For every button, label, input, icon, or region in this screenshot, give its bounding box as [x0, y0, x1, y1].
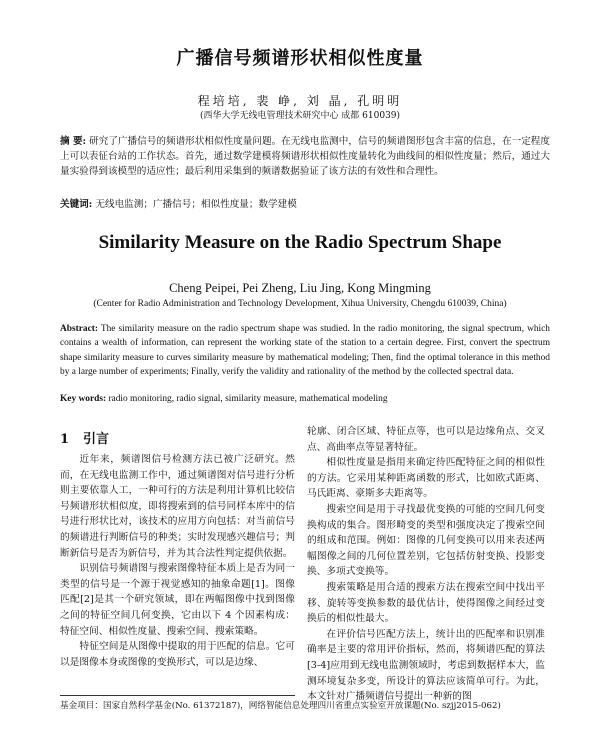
chinese-abstract-label: 摘 要: — [60, 136, 87, 147]
right-paragraph-2: 相似性度量是指用来确定待匹配特征之间的相似性的方法。它采用某种距离函数的形式，比如欧式距离、马氏距离、豪斯多夫距离等。 — [307, 457, 545, 500]
left-paragraph-2: 识别信号频谱图与搜索图像特征本质上是否为同一类型的信号是一个源于视觉感知的抽象命题[1]。图像匹配[2]是其一个研究领域，即在两幅图像中找到图像之间的特征空间几何变换，它由以下 4 个因素构成：特征空间、相似性度量、搜索空间、搜索策略。 — [60, 563, 295, 637]
english-affiliation: (Center for Radio Administration and Technology Development, Xihua University, Chengdu 610039, China) — [93, 299, 507, 309]
section-title: 引言 — [83, 432, 110, 447]
right-column — [307, 424, 545, 705]
chinese-abstract — [60, 134, 550, 179]
right-paragraph-3: 搜索空间是用于寻找最优变换的可能的空间几何变换构成的集合。图形畸变的类型和强度决定了搜索空间的组成和范围。例如：图像的几何变换可以用来表述两幅图像之间的几何位置差别，它包括仿射变换、投影变换、多项式变换等。 — [307, 503, 545, 578]
english-keywords — [60, 392, 550, 406]
left-paragraph-1: 近年来，频谱图信号检测方法已被广泛研究。然而，在无线电监测工作中，通过频谱图对信号进行分析则主要依靠人工，一种可行的方法是利用计算机比较信号频谱形状相似度，即将搜索到的信号同样本库中的信号进行形状比对，该技术的应用方向包括：对当前信号的频谱进行判断信号的种类；实时发现感兴趣信号；判断新信号是否为新信号，并为其合法性判定提供依据。 — [60, 454, 295, 559]
english-abstract — [60, 322, 550, 380]
english-abstract-text: The similarity measure on the radio spectrum shape was studied. In the radio monitoring, the signal spectrum, which contains a wealth of information, can represent the working state of the station to a certain degree. First, convert the spectrum shape similarity measure to curves similarity measure by mathematical modeling; Then, find the optimal tolerance in this method by a large number of experiments; Finally, verify the validity and rationality of the method by the collected spectral data. — [60, 324, 550, 378]
chinese-title: 广播信号频谱形状相似性度量 — [176, 48, 424, 69]
footnote-divider — [60, 695, 295, 696]
right-paragraph-1: 轮廓、闭合区域、特征点等，也可以是边缘角点、交叉点、高曲率点等显著特征。 — [307, 426, 545, 453]
english-title: Similarity Measure on the Radio Spectrum Shape — [98, 232, 502, 253]
section-heading — [60, 428, 123, 447]
english-keywords-label: Key words: — [60, 394, 107, 404]
chinese-keywords — [60, 198, 550, 212]
funding-footnote: 基金项目：国家自然科学基金(No. 61372187)，网络智能信息处理四川省重点实验室开放课题(No. szjj2015-062) — [60, 701, 501, 711]
section-number: 1 — [60, 432, 70, 447]
right-paragraph-4: 搜索策略是用合适的搜索方法在搜索空间中找出平移、旋转等变换参数的最优估计，使得图像之间经过变换后的相似性最大。 — [307, 581, 545, 625]
english-authors: Cheng Peipei, Pei Zheng, Liu Jing, Kong Mingming — [169, 281, 431, 295]
chinese-abstract-text: 研究了广播信号的频谱形状相似性度量问题。在无线电监测中，信号的频谱图形包含丰富的信息，在一定程度上可以表征台站的工作状态。首先，通过数学建模将频谱形状相似性度量转化为曲线间的相似性度量；然后，通过大量实验得到该模型的适应性；最后利用采集到的频谱数据验证了该方法的有效性和合理性。 — [60, 136, 550, 177]
left-column — [60, 452, 295, 670]
chinese-affiliation: (西华大学无线电管理技术研究中心 成都 610039) — [199, 111, 401, 121]
english-keywords-text: radio monitoring, radio signal, similarity measure, mathematical modeling — [108, 394, 388, 404]
chinese-authors: 程培培, 裴 峥, 刘 晶, 孔明明 — [197, 94, 403, 108]
chinese-keywords-label: 关键词: — [60, 199, 93, 210]
right-paragraph-5: 在评价信号匹配方法上，统计出的匹配率和识别准确率是主要的常用评价指标，然而，将频谱匹配的算法[3-4]应用到无线电监测领域时，考虑到数据样本大，监测环境复杂多变，所设计的算法应该简单可行。为此，本文针对广播频谱信号提出一种新的图 — [307, 628, 545, 703]
left-paragraph-3: 特征空间是从图像中提取的用于匹配的信息。它可以是图像本身或图像的变换形式，可以是边缘、 — [60, 641, 295, 668]
chinese-keywords-text: 无线电监测；广播信号；相似性度量；数学建模 — [95, 199, 297, 210]
english-abstract-label: Abstract: — [60, 324, 99, 334]
